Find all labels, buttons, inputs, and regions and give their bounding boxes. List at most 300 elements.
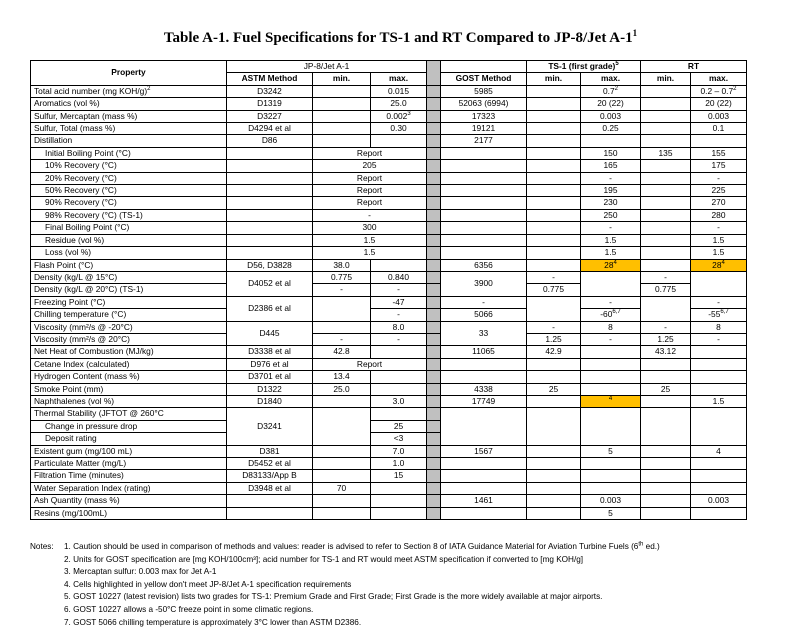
table-cell: 1.5 <box>581 234 641 246</box>
table-cell <box>313 458 371 470</box>
table-cell <box>641 445 691 457</box>
table-cell: 225 <box>691 185 747 197</box>
table-cell: D2386 et al <box>227 296 313 321</box>
table-cell: - <box>313 333 371 345</box>
table-row <box>31 358 747 370</box>
table-cell: Viscosity (mm²/s @ -20°C) <box>31 321 227 333</box>
table-cell: $0.2 - 0.7^2$ <box>691 85 747 97</box>
table-cell <box>313 85 371 97</box>
table-cell: D3242 <box>227 85 313 97</box>
table-cell: 1.5 <box>691 234 747 246</box>
table-cell: - <box>313 284 371 296</box>
table-cell: 1.5 <box>313 234 427 246</box>
table-cell <box>641 197 691 209</box>
table-cell: 1.5 <box>691 247 747 259</box>
table-cell <box>581 482 641 494</box>
table-cell <box>441 507 527 519</box>
notes: Notes: 1. Caution should be used in comparison of methods and values: reader is advised to refer to Section 8 of IATA Guidance Material for Aviation Turbine Fuels (6th ed.) 2. Units for GOST specification are [mg KOH/100cm³]; acid number for TS-1 and RT would meet ASTM specification if converted to [mg KOH/g] 3. Mercaptan sulfur: 0.003 max for Jet A-1 4. Cells highlighted in yellow don't meet JP-8/Jet A-1 specification requirements 5. GOST 10227 (latest revision) lists two grades for TS-1: Premium Grade and First Grade; First Grade is the more widely available at major airports. 6. GOST 10227 allows a -50°C freeze point in some climatic regions. 7. GOST 5066 chilling temperature is approximately 3°C lower than ASTM D2386. <box>30 541 660 629</box>
table-cell <box>527 123 581 135</box>
table-cell: D1840 <box>227 395 313 407</box>
table-cell: 4 <box>581 395 641 407</box>
table-cell: 42.9 <box>527 346 581 358</box>
table-cell <box>581 358 641 370</box>
table-cell <box>227 507 313 519</box>
table-cell <box>641 296 691 321</box>
table-cell <box>371 495 427 507</box>
table-cell: 25 <box>641 383 691 395</box>
table-cell: 3.0 <box>371 395 427 407</box>
table-cell <box>441 160 527 172</box>
table-cell <box>527 458 581 470</box>
table-cell <box>581 470 641 482</box>
table-cell <box>527 247 581 259</box>
table-row <box>31 271 747 283</box>
table-cell: - <box>581 296 641 308</box>
separator <box>427 284 441 296</box>
table-cell <box>441 222 527 234</box>
table-cell: 3900 <box>441 271 527 296</box>
table-cell <box>313 408 371 445</box>
table-cell: D3241 <box>227 408 313 445</box>
table-cell: D56, D3828 <box>227 259 313 271</box>
table-cell: $0.7^2$ <box>581 85 641 97</box>
table-row <box>31 458 747 470</box>
table-cell <box>581 371 641 383</box>
table-cell: 205 <box>313 160 427 172</box>
separator <box>427 85 441 97</box>
table-cell <box>641 408 691 445</box>
table-cell <box>371 371 427 383</box>
separator <box>427 135 441 147</box>
table-cell <box>371 135 427 147</box>
table-cell <box>691 470 747 482</box>
table-cell <box>641 259 691 271</box>
table-cell: Report <box>313 147 427 159</box>
table-cell: D1322 <box>227 383 313 395</box>
table-cell: D4294 et al <box>227 123 313 135</box>
table-cell: 0.003 <box>691 495 747 507</box>
table-cell <box>441 209 527 221</box>
note-6: 6. GOST 10227 allows a -50°C freeze point in some climatic regions. <box>64 604 314 614</box>
separator <box>427 247 441 259</box>
table-cell <box>641 395 691 407</box>
table-cell <box>227 147 313 159</box>
table-cell <box>527 507 581 519</box>
table-cell: D1319 <box>227 98 313 110</box>
table-cell <box>227 197 313 209</box>
table-cell <box>527 482 581 494</box>
table-cell <box>527 147 581 159</box>
table-cell: 0.25 <box>581 123 641 135</box>
table-cell: - <box>691 222 747 234</box>
table-cell: -47 <box>371 296 427 308</box>
table-cell: 13.4 <box>313 371 371 383</box>
table-cell <box>227 222 313 234</box>
table-cell: - <box>527 271 581 283</box>
table-cell <box>527 172 581 184</box>
table-cell <box>313 296 371 321</box>
table-cell <box>641 172 691 184</box>
table-cell: 11065 <box>441 346 527 358</box>
table-cell: 8 <box>691 321 747 333</box>
table-row <box>31 383 747 395</box>
table-cell: D4052 et al <box>227 271 313 296</box>
table-cell <box>641 209 691 221</box>
table-cell: 0.015 <box>371 85 427 97</box>
table-cell: 0.003 <box>581 495 641 507</box>
table-cell: 0.840 <box>371 271 427 283</box>
table-row <box>31 333 747 345</box>
table-cell: 175 <box>691 160 747 172</box>
table-cell <box>581 135 641 147</box>
table-cell <box>441 197 527 209</box>
table-row <box>31 259 747 271</box>
table-cell: Final Boiling Point (°C) <box>31 222 227 234</box>
table-cell <box>227 172 313 184</box>
table-cell <box>527 197 581 209</box>
separator <box>427 358 441 370</box>
table-cell: 5 <box>581 445 641 457</box>
table-row <box>31 507 747 519</box>
table-cell: 0.003 <box>691 110 747 122</box>
table-cell: 10% Recovery (°C) <box>31 160 227 172</box>
table-cell: D5452 et al <box>227 458 313 470</box>
note-4: 4. Cells highlighted in yellow don't meet JP-8/Jet A-1 specification requirements <box>64 579 352 589</box>
table-cell <box>581 408 641 445</box>
table-cell <box>371 482 427 494</box>
table-cell <box>641 495 691 507</box>
table-cell: Viscosity (mm²/s @ 20°C) <box>31 333 227 345</box>
header-astm: ASTM Method <box>227 73 313 85</box>
table-cell: Sulfur, Mercaptan (mass %) <box>31 110 227 122</box>
separator <box>427 507 441 519</box>
table-cell: Thermal Stability (JFTOT @ 260°C <box>31 408 227 420</box>
table-cell: 20 (22) <box>581 98 641 110</box>
table-row <box>31 185 747 197</box>
table-cell: D381 <box>227 445 313 457</box>
table-cell: 19121 <box>441 123 527 135</box>
note-2: 2. Units for GOST specification are [mg KOH/100cm³]; acid number for TS-1 and RT would meet ASTM specification if converted to [mg KOH/g] <box>64 554 584 564</box>
table-cell <box>581 383 641 395</box>
separator <box>427 458 441 470</box>
table-cell: 2177 <box>441 135 527 147</box>
table-row <box>31 135 747 147</box>
notes-label: Notes: <box>30 542 54 551</box>
table-row <box>31 296 747 308</box>
table-row <box>31 321 747 333</box>
table-cell: 135 <box>641 147 691 159</box>
table-cell: 20 (22) <box>691 98 747 110</box>
table-cell: 38.0 <box>313 259 371 271</box>
table-cell <box>691 135 747 147</box>
table-cell <box>691 507 747 519</box>
table-cell <box>527 395 581 407</box>
table-cell <box>691 458 747 470</box>
table-cell: - <box>691 333 747 345</box>
table-cell: -60$^{6,7}$ <box>581 309 641 321</box>
separator <box>427 185 441 197</box>
table-cell <box>371 507 427 519</box>
note-3: 3. Mercaptan sulfur: 0.003 max for Jet A-1 <box>64 567 217 577</box>
table-cell <box>227 495 313 507</box>
separator <box>427 482 441 494</box>
header-rt-max: max. <box>691 73 747 85</box>
separator <box>427 321 441 333</box>
separator <box>427 470 441 482</box>
table-cell <box>641 160 691 172</box>
table-cell <box>691 383 747 395</box>
table-cell <box>441 247 527 259</box>
table-cell: 150 <box>581 147 641 159</box>
table-cell: Report <box>313 185 427 197</box>
table-cell: Residue (vol %) <box>31 234 227 246</box>
table-cell <box>641 247 691 259</box>
table-cell <box>227 160 313 172</box>
table-cell: 0.30 <box>371 123 427 135</box>
table-cell <box>313 470 371 482</box>
table-cell: Filtration Time (minutes) <box>31 470 227 482</box>
table-cell: 1.25 <box>527 333 581 345</box>
separator <box>427 333 441 345</box>
header-gost: GOST Method <box>441 73 527 85</box>
table-cell <box>371 383 427 395</box>
table-row <box>31 172 747 184</box>
table-cell <box>371 346 427 358</box>
table-cell <box>441 458 527 470</box>
table-row <box>31 346 747 358</box>
note-1: 1. Caution should be used in comparison of methods and values: reader is advised to refer to Section 8 of IATA Guidance Material for Aviation Turbine Fuels (6 <box>64 542 639 551</box>
table-cell: Net Heat of Combustion (MJ/kg) <box>31 346 227 358</box>
table-cell <box>313 98 371 110</box>
separator <box>427 383 441 395</box>
separator <box>427 296 441 308</box>
table-cell <box>313 123 371 135</box>
table-cell <box>441 358 527 370</box>
separator <box>427 110 441 122</box>
table-cell <box>441 185 527 197</box>
table-cell: 52063 (6994) <box>441 98 527 110</box>
table-cell <box>527 234 581 246</box>
table-cell <box>441 172 527 184</box>
table-row <box>31 445 747 457</box>
table-cell <box>527 185 581 197</box>
table-row <box>31 309 747 321</box>
table-cell: Sulfur, Total (mass %) <box>31 123 227 135</box>
table-cell: $28^4$ <box>691 259 747 271</box>
table-cell <box>527 358 581 370</box>
table-cell: D3701 et al <box>227 371 313 383</box>
table-row <box>31 395 747 407</box>
table-cell: 1.5 <box>581 247 641 259</box>
table-cell: 17749 <box>441 395 527 407</box>
separator <box>427 271 441 283</box>
table-cell: 1.25 <box>641 333 691 345</box>
table-cell <box>527 222 581 234</box>
table-cell <box>641 371 691 383</box>
separator <box>427 420 441 432</box>
table-cell: Density (kg/L @ 15°C) <box>31 271 227 283</box>
note-7: 7. GOST 5066 chilling temperature is approximately 3°C lower than ASTM D2386. <box>64 617 362 627</box>
table-row <box>31 234 747 246</box>
table-cell: - <box>527 321 581 333</box>
table-cell <box>313 445 371 457</box>
table-cell: 0.1 <box>691 123 747 135</box>
table-cell <box>641 110 691 122</box>
table-cell <box>691 408 747 445</box>
table-cell: - <box>691 296 747 308</box>
table-cell <box>641 482 691 494</box>
table-cell <box>641 234 691 246</box>
table-cell <box>691 371 747 383</box>
table-cell: - <box>441 296 527 308</box>
table-cell: 43.12 <box>641 346 691 358</box>
table-cell: D86 <box>227 135 313 147</box>
table-cell: 25 <box>371 420 427 432</box>
table-cell: 5985 <box>441 85 527 97</box>
table-cell <box>441 408 527 445</box>
table-cell: 6356 <box>441 259 527 271</box>
table-cell <box>227 247 313 259</box>
table-row <box>31 85 747 97</box>
table-cell: - <box>581 222 641 234</box>
table-cell: D976 et al <box>227 358 313 370</box>
table-cell: D445 <box>227 321 313 346</box>
table-cell <box>527 408 581 445</box>
table-row <box>31 110 747 122</box>
fuel-spec-table <box>30 60 747 520</box>
table-cell <box>527 98 581 110</box>
separator <box>427 98 441 110</box>
separator <box>427 408 441 420</box>
separator <box>427 346 441 358</box>
header-ts1-max: max. <box>581 73 641 85</box>
table-cell <box>227 209 313 221</box>
table-cell: Flash Point (°C) <box>31 259 227 271</box>
table-cell: 20% Recovery (°C) <box>31 172 227 184</box>
table-row <box>31 408 747 420</box>
table-cell: - <box>641 321 691 333</box>
table-cell: Total acid number (mg KOH/g)$^2$ <box>31 85 227 97</box>
table-cell: 0.003 <box>581 110 641 122</box>
table-cell: 50% Recovery (°C) <box>31 185 227 197</box>
header-max: max. <box>371 73 427 85</box>
table-cell: Chilling temperature (°C) <box>31 309 227 321</box>
table-cell: Report <box>313 358 427 370</box>
table-cell: 270 <box>691 197 747 209</box>
table-row <box>31 197 747 209</box>
table-cell: Existent gum (mg/100 mL) <box>31 445 227 457</box>
table-cell: Hydrogen Content (mass %) <box>31 371 227 383</box>
table-row <box>31 482 747 494</box>
table-cell <box>527 445 581 457</box>
table-cell: 165 <box>581 160 641 172</box>
table-cell: 8 <box>581 321 641 333</box>
table-cell: 90% Recovery (°C) <box>31 197 227 209</box>
table-cell <box>641 222 691 234</box>
table-cell: 0.775 <box>313 271 371 283</box>
separator <box>427 172 441 184</box>
table-cell: Change in pressure drop <box>31 420 227 432</box>
table-cell <box>527 371 581 383</box>
table-cell <box>371 259 427 271</box>
table-cell <box>691 346 747 358</box>
table-cell: - <box>691 172 747 184</box>
table-cell: D3948 et al <box>227 482 313 494</box>
table-row <box>31 470 747 482</box>
table-cell <box>641 470 691 482</box>
separator <box>427 61 441 86</box>
table-cell: 0.002$^3$ <box>371 110 427 122</box>
table-cell: 98% Recovery (°C) (TS-1) <box>31 209 227 221</box>
table-cell: Aromatics (vol %) <box>31 98 227 110</box>
table-cell: - <box>581 172 641 184</box>
table-cell: 25.0 <box>371 98 427 110</box>
table-cell <box>641 98 691 110</box>
separator <box>427 147 441 159</box>
table-cell: 250 <box>581 209 641 221</box>
table-cell: D3227 <box>227 110 313 122</box>
table-cell <box>581 346 641 358</box>
table-cell <box>691 358 747 370</box>
table-cell <box>441 147 527 159</box>
table-cell: 7.0 <box>371 445 427 457</box>
separator <box>427 209 441 221</box>
table-row <box>31 98 747 110</box>
separator <box>427 123 441 135</box>
table-cell <box>441 234 527 246</box>
table-cell: 4 <box>691 445 747 457</box>
table-cell: 230 <box>581 197 641 209</box>
separator <box>427 433 441 445</box>
table-cell: $28^4$ <box>581 259 641 271</box>
table-cell: Particulate Matter (mg/L) <box>31 458 227 470</box>
table-cell <box>641 507 691 519</box>
page-title: Table A-1. Fuel Specifications for TS-1 and RT Compared to JP-8/Jet $A-1^1$ <box>163 28 638 46</box>
table-cell: Deposit rating <box>31 433 227 445</box>
table-cell: - <box>371 333 427 345</box>
table-cell <box>227 234 313 246</box>
table-cell <box>581 271 641 296</box>
table-cell: 4338 <box>441 383 527 395</box>
table-cell: -55$^{6,7}$ <box>691 309 747 321</box>
note-5: 5. GOST 10227 (latest revision) lists two grades for TS-1: Premium Grade and First Grade; First Grade is the more widely available at major airports. <box>64 592 603 602</box>
table-cell: 1461 <box>441 495 527 507</box>
table-cell: 155 <box>691 147 747 159</box>
table-cell: 25.0 <box>313 383 371 395</box>
table-cell: 1567 <box>441 445 527 457</box>
table-row <box>31 247 747 259</box>
separator <box>427 371 441 383</box>
table-cell: 5066 <box>441 309 527 321</box>
table-cell <box>227 185 313 197</box>
table-row <box>31 495 747 507</box>
table-cell: Resins (mg/100mL) <box>31 507 227 519</box>
table-cell: - <box>581 333 641 345</box>
separator <box>427 197 441 209</box>
table-cell <box>527 85 581 97</box>
header-gost-blank <box>441 61 527 73</box>
table-cell <box>371 408 427 420</box>
table-cell <box>527 470 581 482</box>
table-row <box>31 123 747 135</box>
table-cell: 1.5 <box>691 395 747 407</box>
table-cell <box>313 135 371 147</box>
table-cell: Smoke Point (mm) <box>31 383 227 395</box>
table-cell: - <box>313 209 427 221</box>
table-cell <box>581 458 641 470</box>
table-cell: 33 <box>441 321 527 346</box>
table-cell: Ash Quantity (mass %) <box>31 495 227 507</box>
